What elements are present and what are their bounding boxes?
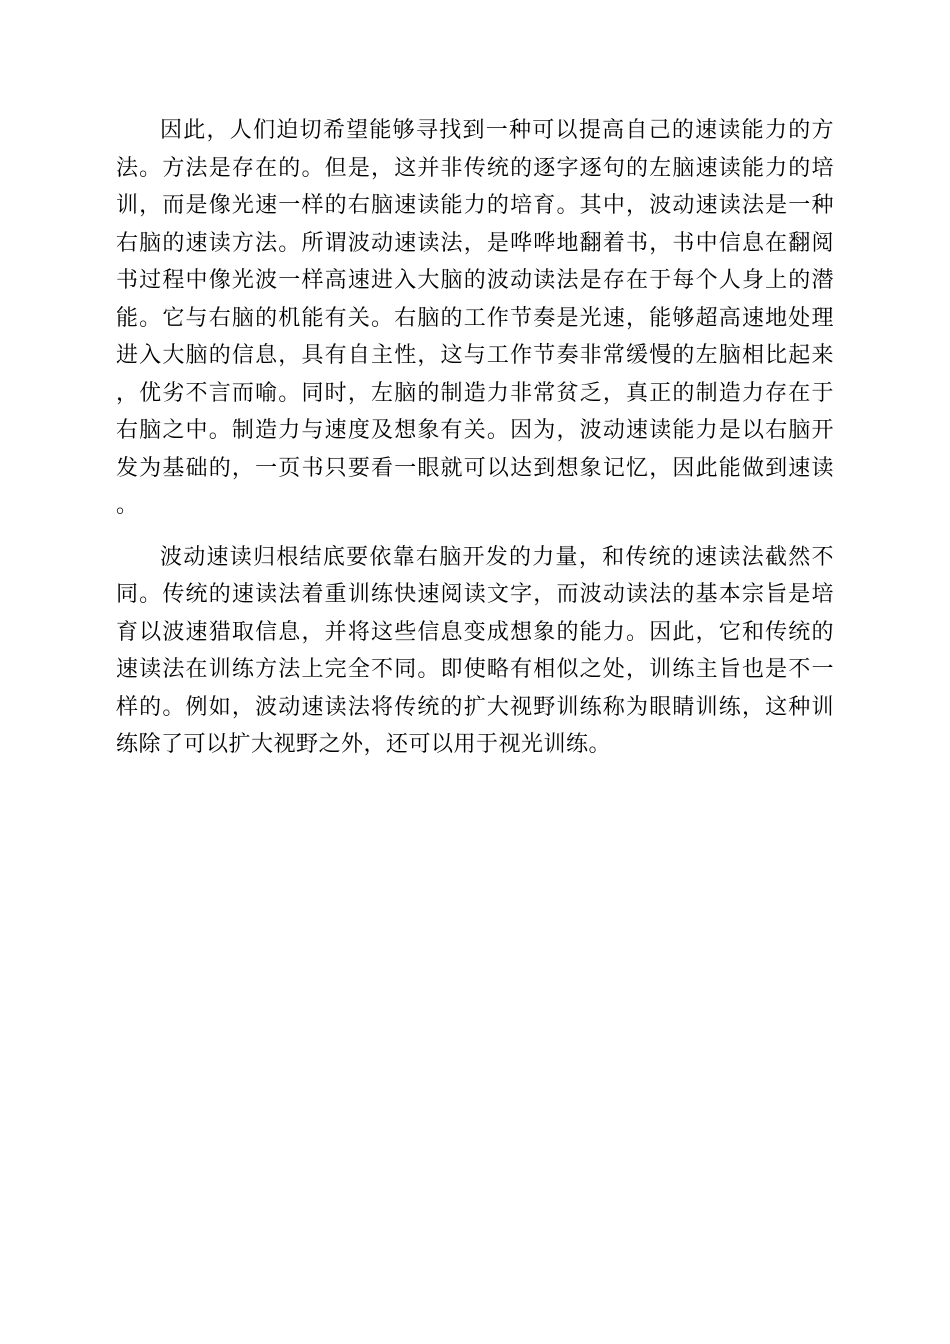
paragraph-2: 波动速读归根结底要依靠右脑开发的力量，和传统的速读法截然不同。传统的速读法着重训练快速阅读文字，而波动读法的基本宗旨是培育以波速猎取信息，并将这些信息变成想象的能力。因此，它和传统的速读法在训练方法上完全不同。即使略有相似之处，训练主旨也是不一样的。例如，波动速读法将传统的扩大视野训练称为眼睛训练，这种训练除了可以扩大视野之外，还可以用于视光训练。 xyxy=(116,544,834,757)
paragraph-1: 因此，人们迫切希望能够寻找到一种可以提高自己的速读能力的方法。方法是存在的。但是，这并非传统的逐字逐句的左脑速读能力的培训，而是像光速一样的右脑速读能力的培育。其中，波动速读法是一种右脑的速读方法。所谓波动速读法，是哗哗地翻着书，书中信息在翻阅书过程中像光波一样高速进入大脑的波动读法是存在于每个人身上的潜能。它与右脑的机能有关。右脑的工作节奏是光速，能够超高速地处理进入大脑的信息，具有自主性，这与工作节奏非常缓慢的左脑相比起来，优劣不言而喻。同时，左脑的制造力非常贫乏，真正的制造力存在于右脑之中。制造力与速度及想象有关。因为，波动速读能力是以右脑开发为基础的，一页书只要看一眼就可以达到想象记忆，因此能做到速读。 xyxy=(116,118,834,518)
document-body xyxy=(116,112,834,764)
